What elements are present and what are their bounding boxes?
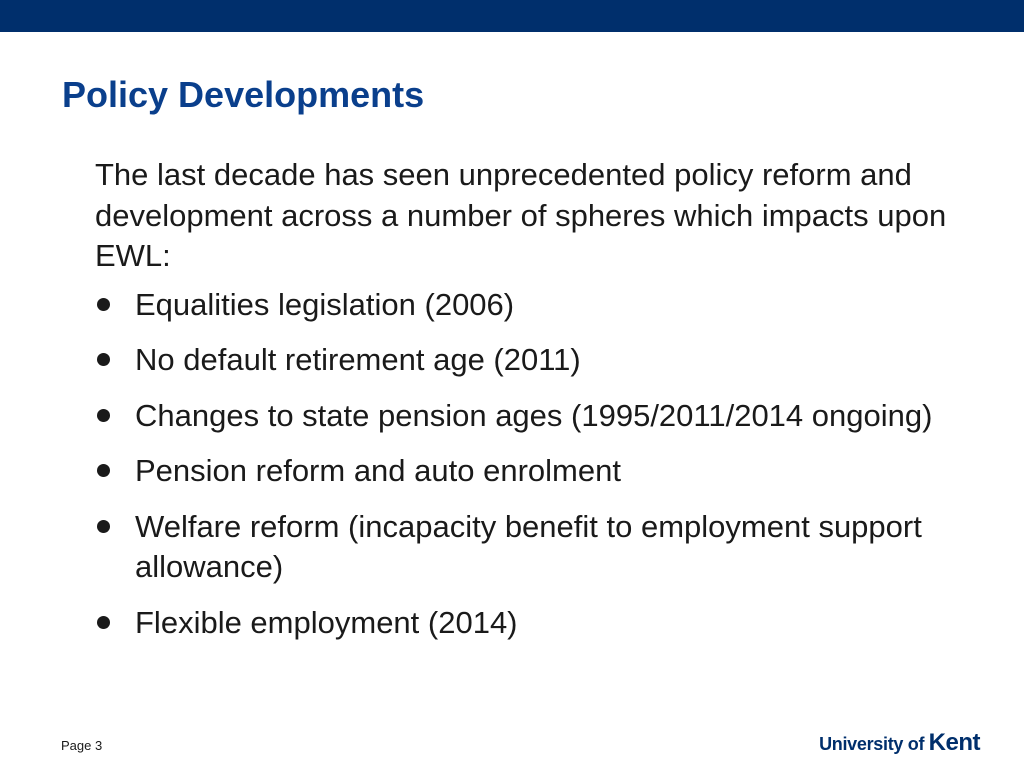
logo-name: Kent — [928, 729, 980, 756]
page-number: Page 3 — [61, 738, 103, 753]
bullet-text: Changes to state pension ages (1995/2011/2014 ongoing) — [135, 397, 933, 433]
bullet-dot-icon — [97, 616, 110, 629]
slide-body — [95, 155, 975, 658]
bullet-item — [95, 603, 935, 644]
bullet-dot-icon — [97, 298, 110, 311]
intro-paragraph: The last decade has seen unprecedented policy reform and development across a number of spheres which impacts upon EWL: — [95, 157, 947, 273]
bullet-item — [95, 285, 935, 326]
university-logo — [819, 729, 980, 760]
bullet-text: Welfare reform (incapacity benefit to employment support allowance) — [135, 508, 922, 584]
bullet-item — [95, 340, 935, 381]
bullet-text: No default retirement age (2011) — [135, 342, 581, 377]
slide-title: Policy Developments — [62, 74, 425, 115]
bullet-dot-icon — [97, 409, 110, 422]
bullet-text: Equalities legislation (2006) — [135, 286, 515, 322]
bullet-text: Flexible employment (2014) — [135, 604, 518, 640]
bullet-dot-icon — [97, 464, 110, 477]
logo-prefix: University of — [819, 734, 925, 754]
bullet-item — [95, 396, 935, 437]
bullet-list — [95, 285, 975, 644]
bullet-item — [95, 451, 935, 492]
bullet-item — [95, 507, 935, 588]
header-bar — [0, 0, 1024, 32]
bullet-dot-icon — [97, 353, 110, 366]
bullet-dot-icon — [97, 520, 110, 533]
bullet-text: Pension reform and auto enrolment — [135, 453, 621, 488]
